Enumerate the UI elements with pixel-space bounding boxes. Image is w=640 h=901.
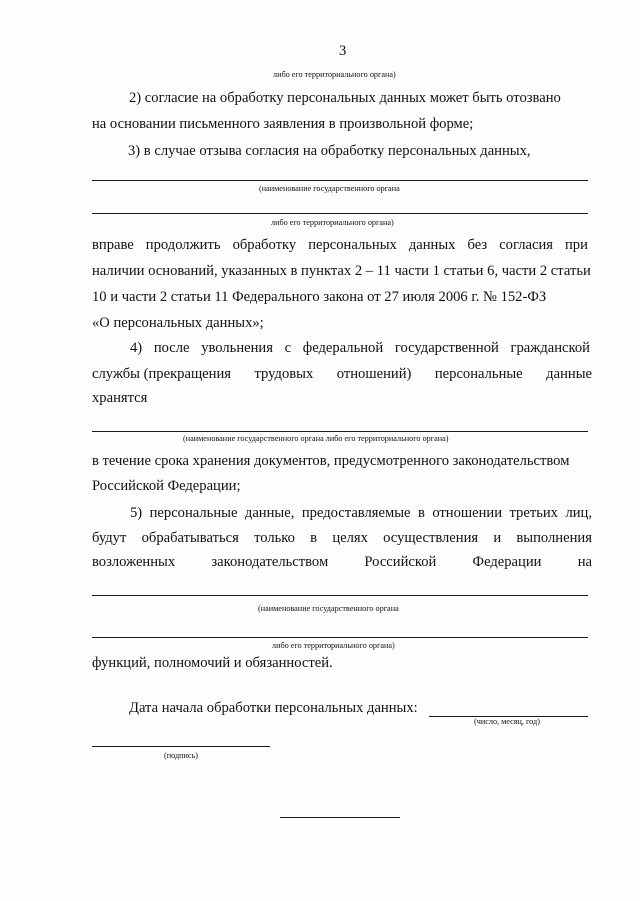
signature-caption: (подпись) — [164, 751, 198, 760]
para5-line1: 5) персональные данные, предоставляемые в отношении третьих лиц, — [130, 505, 592, 521]
caption-territorial-organ-1: либо его территориального органа) — [271, 218, 394, 227]
para3-line5: «О персональных данных»; — [92, 315, 264, 331]
para5-line4: функций, полномочий и обязанностей. — [92, 655, 333, 671]
closing-separator-line — [280, 817, 400, 818]
para3-line1: 3) в случае отзыва согласия на обработку персональных данных, — [128, 143, 531, 159]
para3-line4: 10 и части 2 статьи 11 Федерального закона от 27 июля 2006 г. № 152-ФЗ — [92, 289, 547, 305]
para5-line3: возложенных законодательством Российской Федерации на — [92, 554, 592, 570]
caption-organ-name-1: (наименование государственного органа — [259, 184, 400, 193]
signature-field-line — [92, 746, 270, 747]
para2-line2: на основании письменного заявления в произвольной форме; — [92, 116, 474, 132]
start-date-caption: (число, месяц, год) — [474, 717, 540, 726]
para3-line3: наличии оснований, указанных в пунктах 2 – 11 части 1 статьи 6, части 2 статьи — [92, 263, 591, 279]
fill-line-organ-5 — [92, 637, 588, 638]
fill-line-organ-2 — [92, 213, 588, 214]
fill-line-organ-3 — [92, 431, 588, 432]
para4-line4: в течение срока хранения документов, предусмотренного законодательством — [92, 453, 570, 469]
para2-line1: 2) согласие на обработку персональных данных может быть отозвано — [129, 90, 561, 106]
caption-organ-combined: (наименование государственного органа либо его территориального органа) — [183, 434, 449, 443]
para5-line2: будут обрабатываться только в целях осуществления и выполнения — [92, 530, 592, 546]
start-date-label: Дата начала обработки персональных данных: — [129, 700, 418, 716]
para3-line2: вправе продолжить обработку персональных данных без согласия при — [92, 237, 588, 253]
fill-line-organ-4 — [92, 595, 588, 596]
para4-line2: службы (прекращения трудовых отношений) персональные данные — [92, 366, 592, 382]
para4-line1: 4) после увольнения с федеральной государственной гражданской — [130, 340, 590, 356]
fill-line-organ-1 — [92, 180, 588, 181]
top-caption: либо его территориального органа) — [273, 70, 396, 79]
para4-line3: хранятся — [92, 390, 148, 406]
page-number: 3 — [339, 43, 347, 59]
caption-territorial-organ-2: либо его территориального органа) — [272, 641, 395, 650]
para4-line5: Российской Федерации; — [92, 478, 241, 494]
caption-organ-name-2: (наименование государственного органа — [258, 604, 399, 613]
